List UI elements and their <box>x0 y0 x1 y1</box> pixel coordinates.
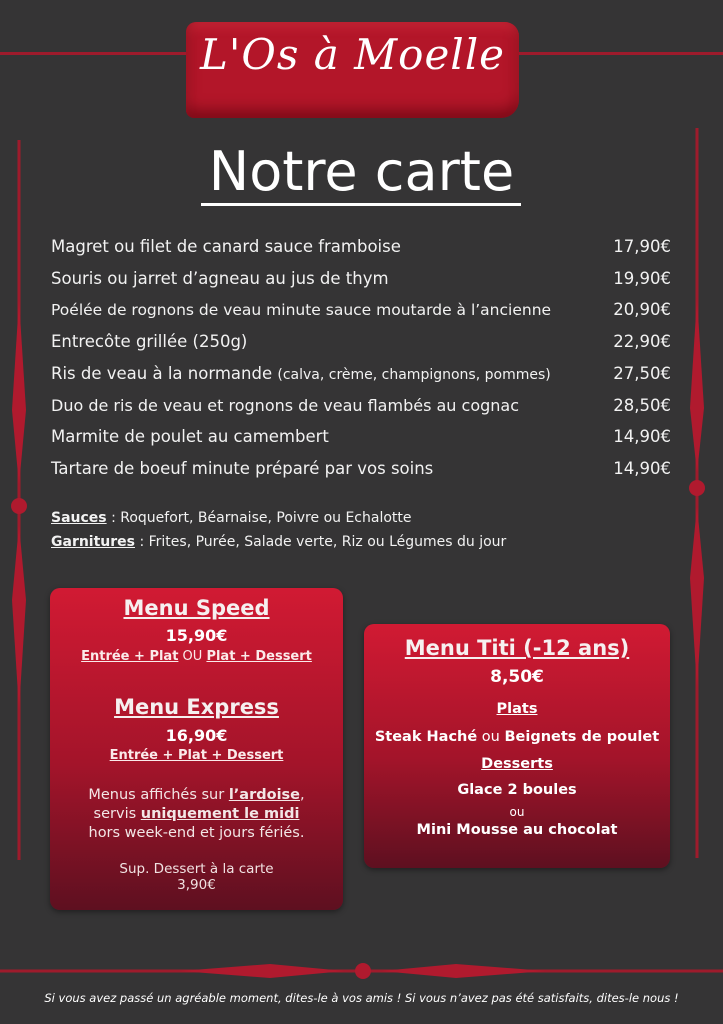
dish-price: 17,90€ <box>613 237 671 256</box>
plats-label-text: Plats <box>496 701 538 717</box>
sauces-line <box>51 506 412 530</box>
dish-row <box>51 234 671 260</box>
dish-row <box>51 424 671 450</box>
garnitures-label: Garnitures <box>51 534 135 550</box>
menu-titi-title: Menu Titi (-12 ans) <box>404 636 630 660</box>
menu-speed-or: OU <box>178 649 207 664</box>
menus-note-comma: , <box>300 787 305 803</box>
dish-row <box>51 266 671 292</box>
sauces-label: Sauces <box>51 510 107 526</box>
menus-note-line-2 <box>50 805 343 824</box>
menu-speed-option-b: Plat + Dessert <box>206 649 312 664</box>
dish-name: Souris ou jarret d’agneau au jus de thym <box>51 269 389 288</box>
menu-speed-price: 15,90€ <box>165 626 228 645</box>
plat-or: ou <box>477 729 505 745</box>
menu-speed-content <box>50 649 343 664</box>
ardoise-text: l’ardoise <box>228 787 301 803</box>
dish-name: Entrecôte grillée (250g) <box>51 332 248 351</box>
dish-note: (calva, crème, champignons, pommes) <box>277 367 551 383</box>
menu-titi-dessert-2: Mini Mousse au chocolat <box>416 822 618 838</box>
dish-name-wrap <box>51 361 551 388</box>
top-right-rule <box>515 52 723 55</box>
menu-express-title: Menu Express <box>114 695 279 719</box>
left-ornament <box>6 140 32 860</box>
plat-beignets: Beignets de poulet <box>504 729 660 745</box>
midi-text: uniquement le midi <box>140 806 300 822</box>
dish-row <box>51 393 671 419</box>
restaurant-name: L'Os à Moelle <box>199 30 506 79</box>
top-left-rule <box>0 52 190 55</box>
menu-titi-plats <box>364 729 670 745</box>
menu-express-content <box>50 748 343 763</box>
dish-name: Magret ou filet de canard sauce framboise <box>51 237 401 256</box>
dish-row <box>51 456 671 482</box>
plat-steak: Steak Haché <box>374 729 478 745</box>
dish-price: 27,50€ <box>613 364 671 383</box>
menus-note-served: servis <box>93 806 141 822</box>
menu-titi-desserts-label <box>364 756 670 772</box>
sup-dessert-price: 3,90€ <box>177 877 216 893</box>
right-ornament <box>684 128 710 858</box>
garnitures-list: : Frites, Purée, Salade verte, Riz ou Légumes du jour <box>135 534 507 550</box>
garnitures-line <box>51 530 506 554</box>
dish-name: Poélée de rognons de veau minute sauce moutarde à l’ancienne <box>51 301 552 319</box>
dish-name: Tartare de boeuf minute préparé par vos soins <box>51 459 434 478</box>
menu-titi-dessert-1: Glace 2 boules <box>457 782 577 798</box>
sauces-list: : Roquefort, Béarnaise, Poivre ou Echalotte <box>106 510 412 526</box>
menus-note-text: Menus affichés sur <box>88 787 229 803</box>
menus-note-line-3: hors week-end et jours fériés. <box>88 825 305 841</box>
menu-express-content-text: Entrée + Plat + Dessert <box>109 748 284 763</box>
dish-name: Marmite de poulet au camembert <box>51 427 329 446</box>
menu-titi-plats-label <box>364 701 670 717</box>
page-title: Notre carte <box>208 140 515 203</box>
dish-row <box>51 361 671 387</box>
dish-price: 20,90€ <box>613 300 671 319</box>
dish-price: 14,90€ <box>613 459 671 478</box>
menu-speed-option-a: Entrée + Plat <box>81 649 179 664</box>
bottom-ornament <box>0 958 723 984</box>
menu-titi-price: 8,50€ <box>490 667 544 687</box>
sup-dessert-label: Sup. Dessert à la carte <box>119 861 274 877</box>
dish-price: 14,90€ <box>613 427 671 446</box>
title-underline <box>201 203 521 206</box>
menu-speed-title: Menu Speed <box>123 596 270 620</box>
desserts-label-text: Desserts <box>481 756 553 772</box>
dish-price: 19,90€ <box>613 269 671 288</box>
dish-row <box>51 329 671 355</box>
dish-row <box>51 297 671 323</box>
dish-price: 28,50€ <box>613 396 671 415</box>
dish-name: Ris de veau à la normande <box>51 364 273 383</box>
footer-message: Si vous avez passé un agréable moment, dites-le à vos amis ! Si vous n’avez pas été satisfaits, dites-le nous ! <box>44 991 679 1005</box>
dish-name: Duo de ris de veau et rognons de veau flambés au cognac <box>51 396 519 415</box>
menu-express-price: 16,90€ <box>165 726 228 745</box>
menu-titi-dessert-or: ou <box>509 805 525 819</box>
menus-note-line-1 <box>50 786 343 805</box>
dish-price: 22,90€ <box>613 332 671 351</box>
